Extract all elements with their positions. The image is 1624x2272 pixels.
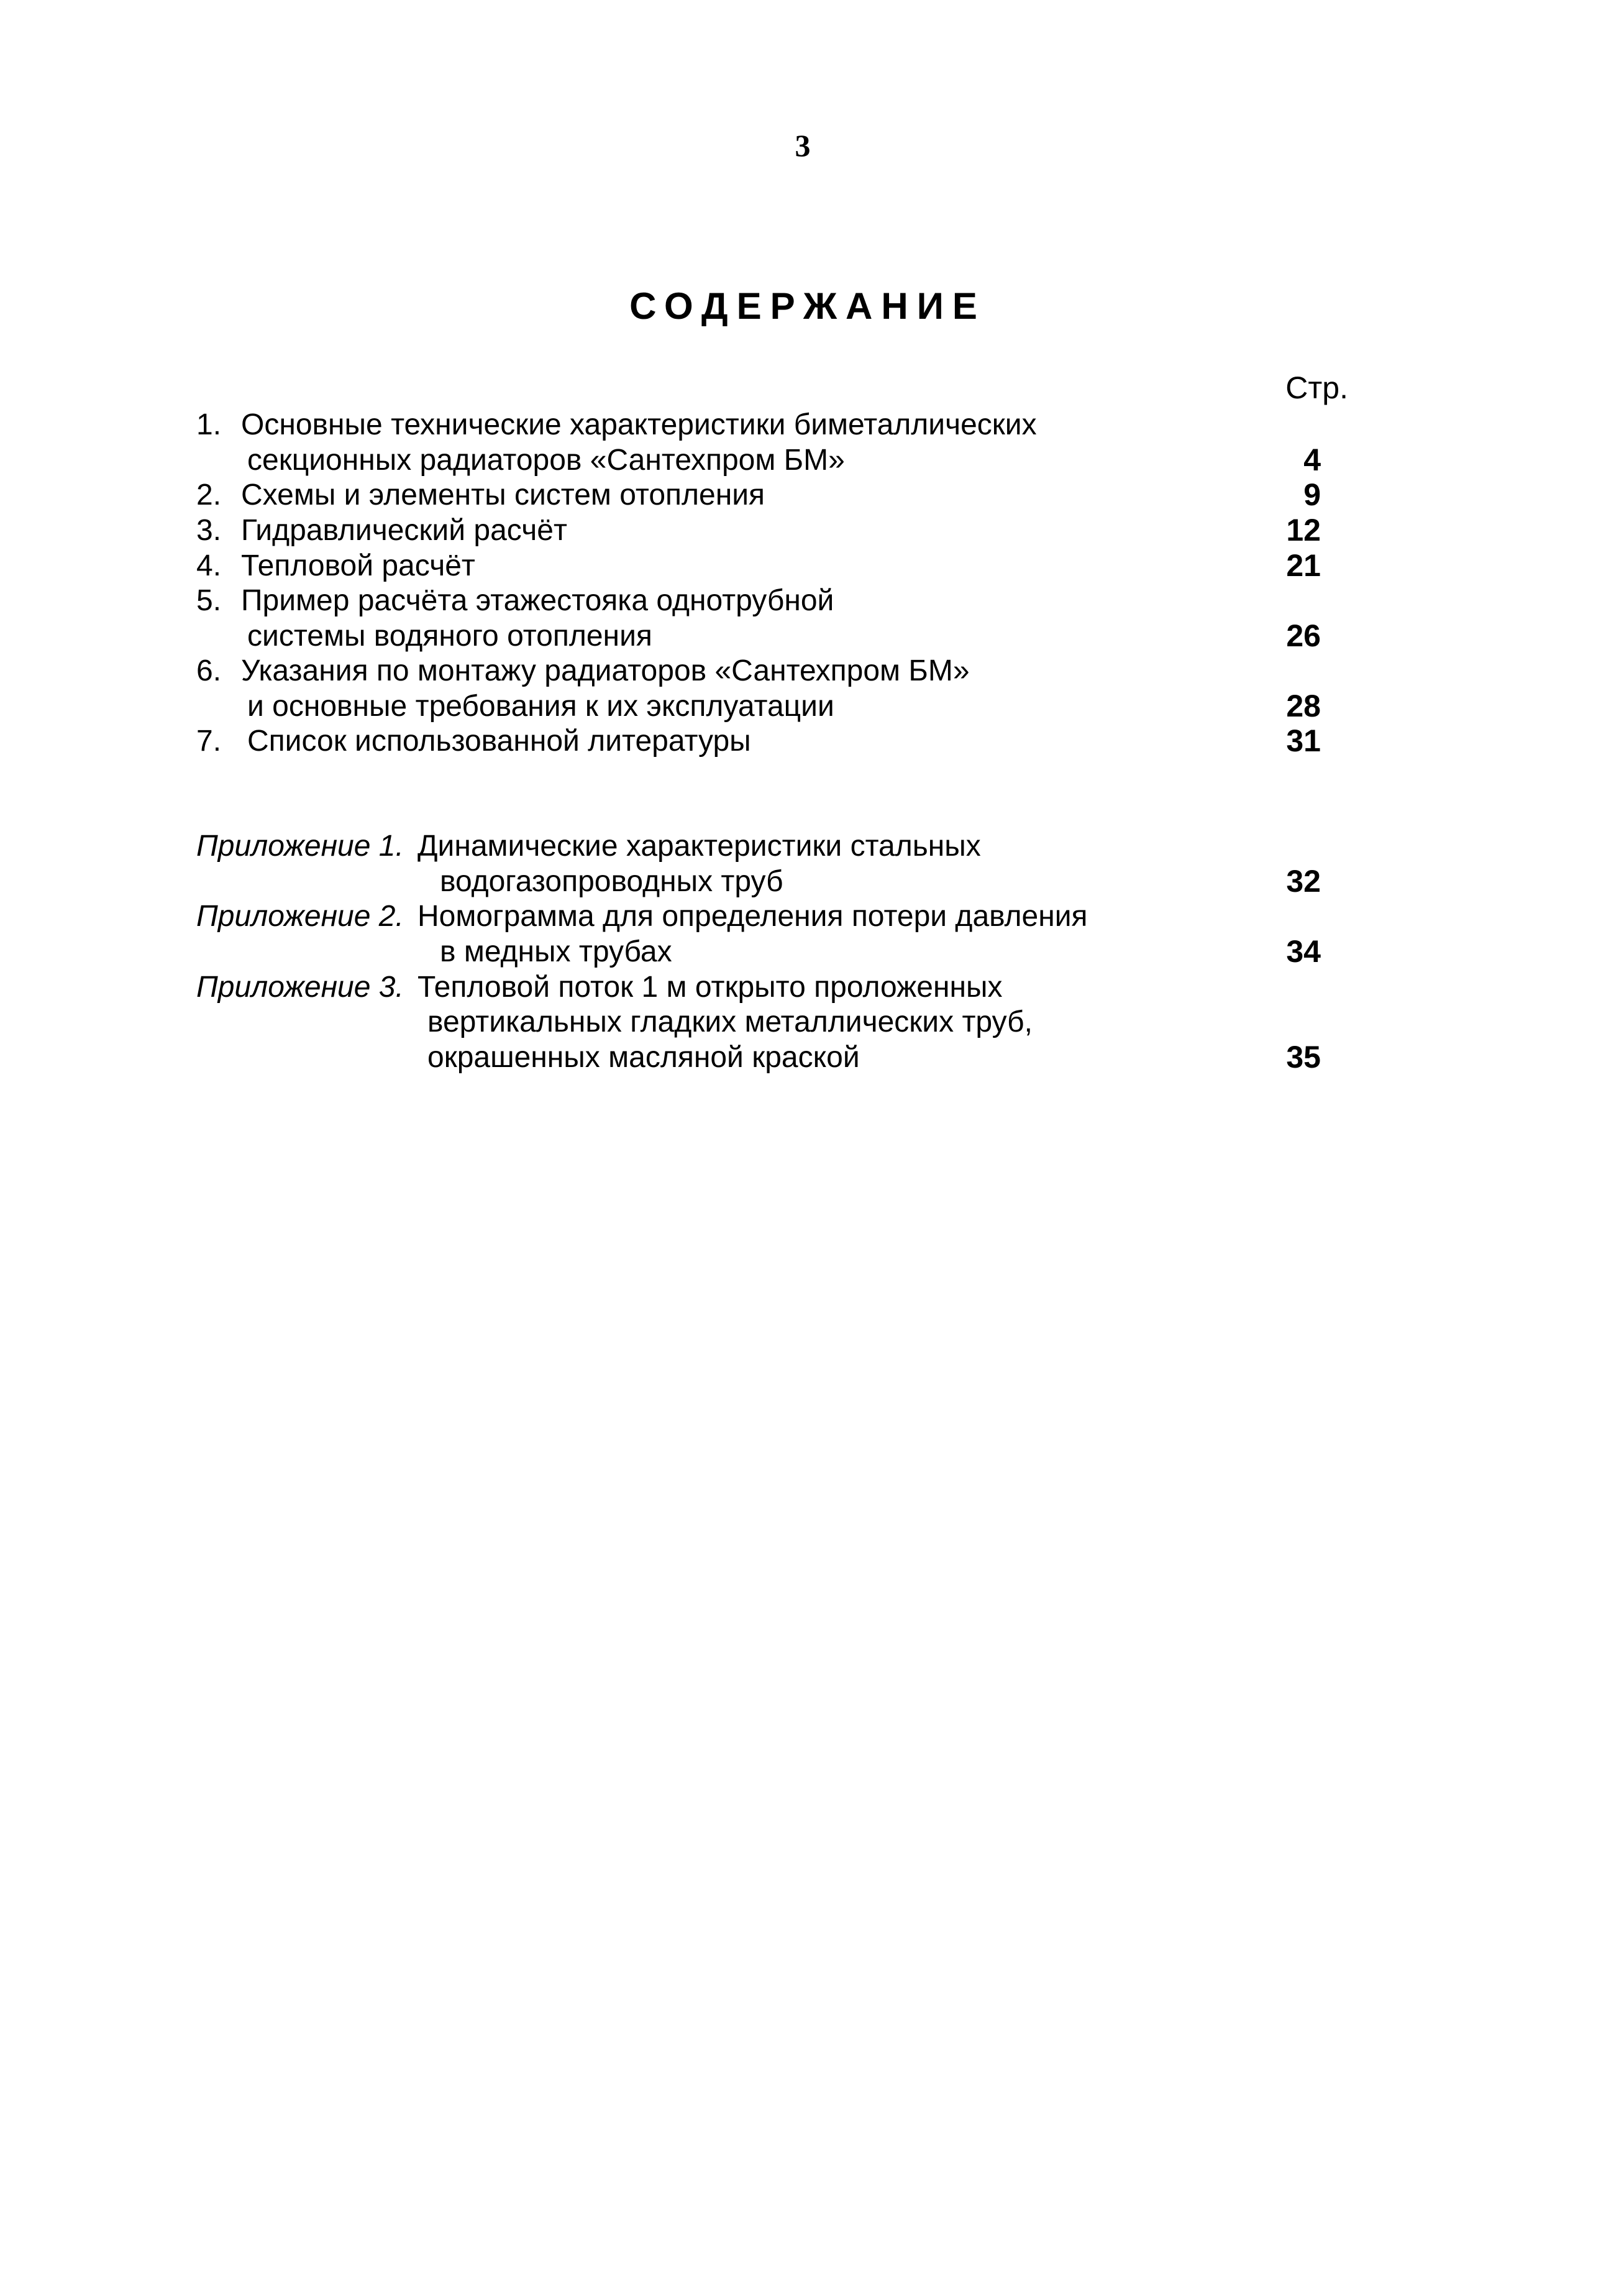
page-number: 3: [795, 128, 811, 163]
toc-item-page: 31: [1286, 723, 1321, 758]
toc-item-number: 6.: [196, 654, 222, 687]
toc-item-page: 12: [1286, 513, 1321, 547]
toc-item-number: 4.: [196, 549, 222, 582]
appendix-title-line-2: в медных трубах: [440, 935, 672, 968]
appendix-label: Приложение 1.: [196, 830, 404, 863]
toc-item-page: 28: [1286, 689, 1321, 723]
toc-item-title-line-2: секционных радиаторов «Сантехпром БМ»: [247, 444, 845, 477]
appendix-page: 34: [1286, 934, 1321, 969]
toc-item-number: 7.: [196, 725, 222, 758]
toc-item-number: 3.: [196, 514, 222, 547]
toc-item-title-line-1: Указания по монтажу радиаторов «Сантехпром БМ»: [241, 654, 970, 687]
toc-item-number: 5.: [196, 584, 222, 617]
toc-item-title-line-1: Тепловой расчёт: [241, 549, 475, 582]
toc-item-page: 9: [1303, 477, 1321, 512]
toc-item-title-line-1: Основные технические характеристики биметаллических: [241, 408, 1037, 441]
appendix-title-line-1: Тепловой поток 1 м открыто проложенных: [417, 971, 1003, 1004]
toc-item-page: 21: [1286, 548, 1321, 583]
toc-item-page: 26: [1286, 618, 1321, 653]
toc-item-number: 1.: [196, 408, 222, 441]
appendix-title-line-1: Номограмма для определения потери давления: [417, 900, 1088, 933]
appendix-page: 35: [1286, 1040, 1321, 1074]
toc-item-title-line-1: Гидравлический расчёт: [241, 514, 567, 547]
appendix-label: Приложение 2.: [196, 900, 404, 933]
appendix-title-line-2: водогазопроводных труб: [440, 865, 783, 898]
appendix-title-line-1: Динамические характеристики стальных: [417, 830, 981, 863]
toc-item-title-line-1: Схемы и элементы систем отопления: [241, 479, 765, 511]
appendix-title-line-2: вертикальных гладких металлических труб,: [427, 1005, 1033, 1038]
toc-item-title-line-2: системы водяного отопления: [247, 620, 652, 653]
toc-item-title-line-2: и основные требования к их эксплуатации: [247, 690, 834, 723]
appendix-title-line-3: окрашенных масляной краской: [427, 1041, 860, 1074]
page-title: СОДЕРЖАНИЕ: [629, 285, 986, 327]
toc-item-title-line-1: Пример расчёта этажестояка однотрубной: [241, 584, 834, 617]
page-column-header: Стр.: [1285, 370, 1348, 405]
appendix-label: Приложение 3.: [196, 971, 404, 1004]
appendix-page: 32: [1286, 864, 1321, 899]
toc-item-page: 4: [1303, 442, 1321, 477]
toc-item-title-line-1: Список использованной литературы: [247, 725, 751, 758]
toc-item-number: 2.: [196, 479, 222, 511]
